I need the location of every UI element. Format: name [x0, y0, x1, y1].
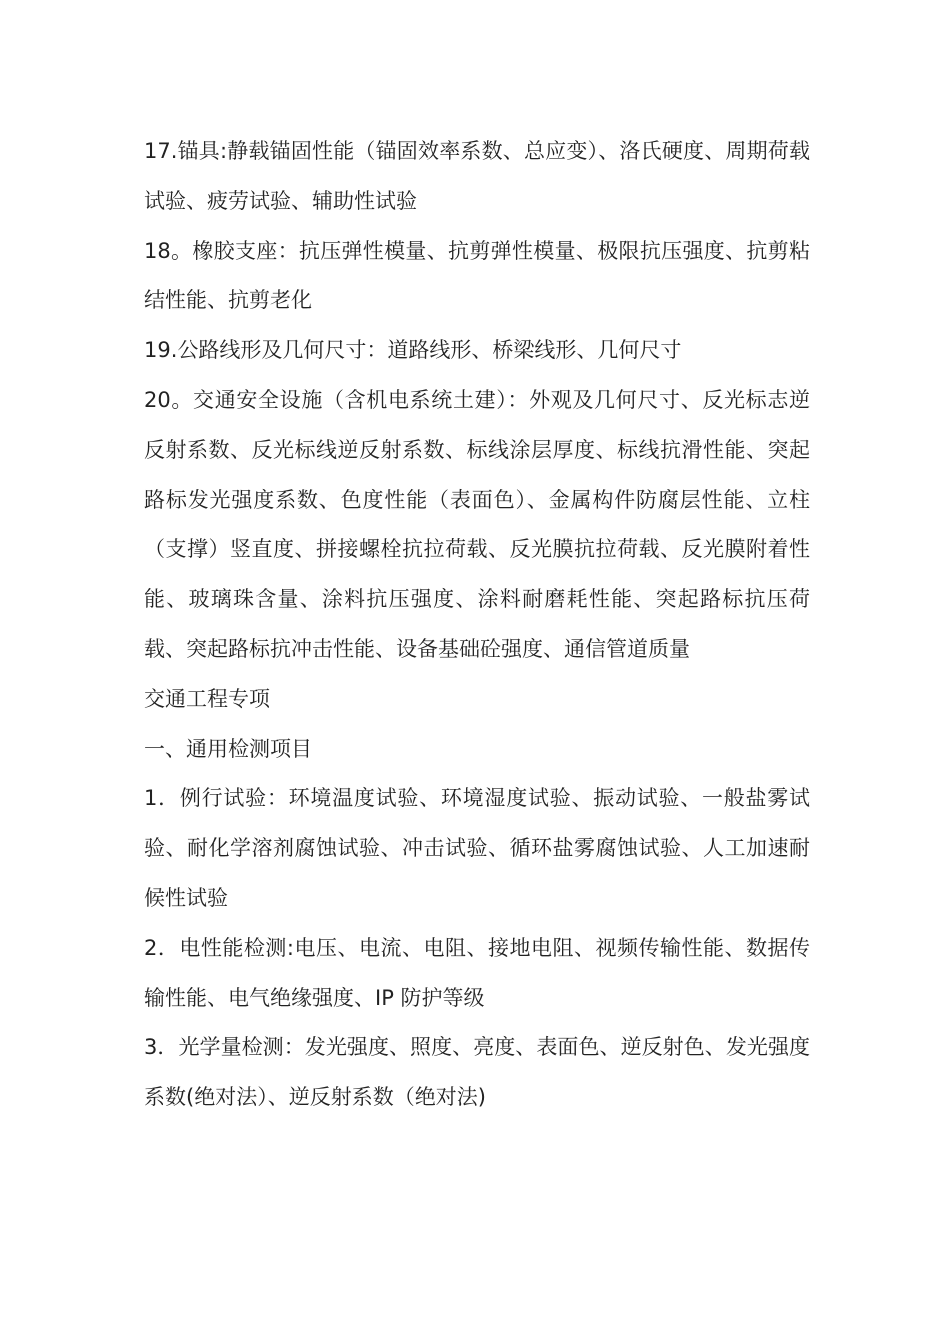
section-heading-traffic-engineering: 交通工程专项 — [144, 686, 270, 711]
paragraph-item-17-anchorage: 17.锚具:静载锚固性能（锚固效率系数、总应变）、洛氏硬度、周期荷载试验、疲劳试验、辅助性试验 — [144, 139, 810, 213]
paragraph-item-1-routine-tests: 1．例行试验：环境温度试验、环境湿度试验、振动试验、一般盐雾试验、耐化学溶剂腐蚀试验、冲击试验、循环盐雾腐蚀试验、人工加速耐候性试验 — [144, 786, 810, 910]
subsection-heading-general-tests: 一、通用检测项目 — [144, 736, 312, 761]
paragraph-item-20-traffic-safety-facilities: 20。交通安全设施（含机电系统土建）：外观及几何尺寸、反光标志逆反射系数、反光标线逆反射系数、标线涂层厚度、标线抗滑性能、突起路标发光强度系数、色度性能（表面色）、金属构件防腐层性能、立柱（支撑）竖直度、拼接螺栓抗拉荷载、反光膜抗拉荷载、反光膜附着性能、玻璃珠含量、涂料抗压强度、涂料耐磨耗性能、突起路标抗压荷载、突起路标抗冲击性能、设备基础砼强度、通信管道质量 — [144, 387, 810, 661]
paragraph-item-3-optical-tests: 3．光学量检测：发光强度、照度、亮度、表面色、逆反射色、发光强度系数(绝对法）、逆反射系数（绝对法) — [144, 1035, 810, 1110]
paragraph-item-19-road-alignment: 19.公路线形及几何尺寸：道路线形、桥梁线形、几何尺寸 — [144, 338, 682, 363]
paragraph-item-2-electrical-tests: 2．电性能检测:电压、电流、电阻、接地电阻、视频传输性能、数据传输性能、电气绝缘强度、IP 防护等级 — [144, 935, 810, 1010]
paragraph-item-18-rubber-bearing: 18。橡胶支座：抗压弹性模量、抗剪弹性模量、极限抗压强度、抗剪粘结性能、抗剪老化 — [144, 238, 810, 313]
document-body — [144, 127, 810, 1123]
